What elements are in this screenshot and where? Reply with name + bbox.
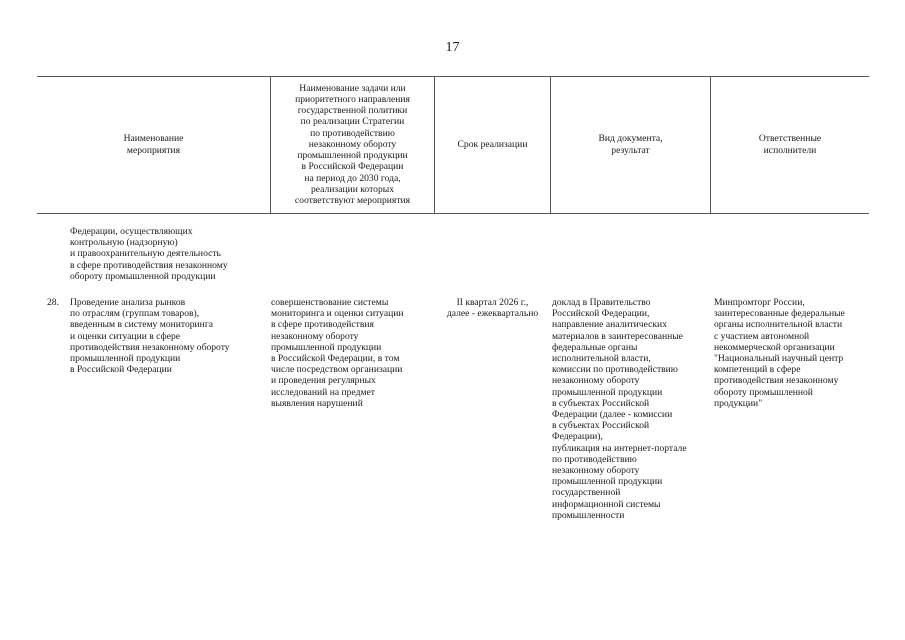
- header-document: Вид документа, результат: [598, 133, 663, 156]
- row-document: доклад в Правительство Российской Федерации, направление аналитических материалов в заинтересованные федеральные органы исполнительной власти, комиссии по противодействию незаконному обороту промышленной продукции в субъектах Российской Федерации (далее - комиссии в субъектах Российской Федерации), публикация на интернет-портале по противодействию незаконному обороту промышленной продукции государственной информационной системы промышленности: [552, 297, 687, 521]
- header-event: Наименование мероприятия: [123, 133, 184, 156]
- page-number: 17: [445, 40, 460, 55]
- header-term: Срок реализации: [457, 138, 528, 150]
- row-task: совершенствование системы мониторинга и оценки ситуации в сфере противодействия незаконному обороту промышленной продукции в Российской Федерации, в том числе посредством организации и проведения регулярных исследований на предмет выявления нарушений: [271, 297, 404, 409]
- row-event: Проведение анализа рынков по отраслям (группам товаров), введенным в систему мониторинга и оценки ситуации в сфере противодействия незаконному обороту промышленной продукции в Российской Федерации: [70, 297, 230, 376]
- continuation-event-text: Федерации, осуществляющих контрольную (надзорную) и правоохранительную деятельность в сфере противодействия незаконному обороту промышленной продукции: [70, 226, 228, 282]
- header-responsible: Ответственные исполнители: [758, 133, 822, 156]
- row-term: II квартал 2026 г., далее - ежеквартально: [446, 297, 539, 320]
- row-responsible: Минпромторг России, заинтересованные федеральные органы исполнительной власти с участием автономной некоммерческой организации "Национальный научный центр компетенций в сфере противодействия незаконному обороту промышленной продукции": [714, 297, 845, 409]
- row-number: 28.: [47, 297, 59, 308]
- header-bottom-border: [37, 213, 869, 214]
- header-task: Наименование задачи или приоритетного направления государственной политики по реализации Стратегии по противодействию незаконному обороту промышленной продукции в Российской Федерации на период до 2030 года, реализации которых соответствуют мероприятия: [294, 82, 411, 206]
